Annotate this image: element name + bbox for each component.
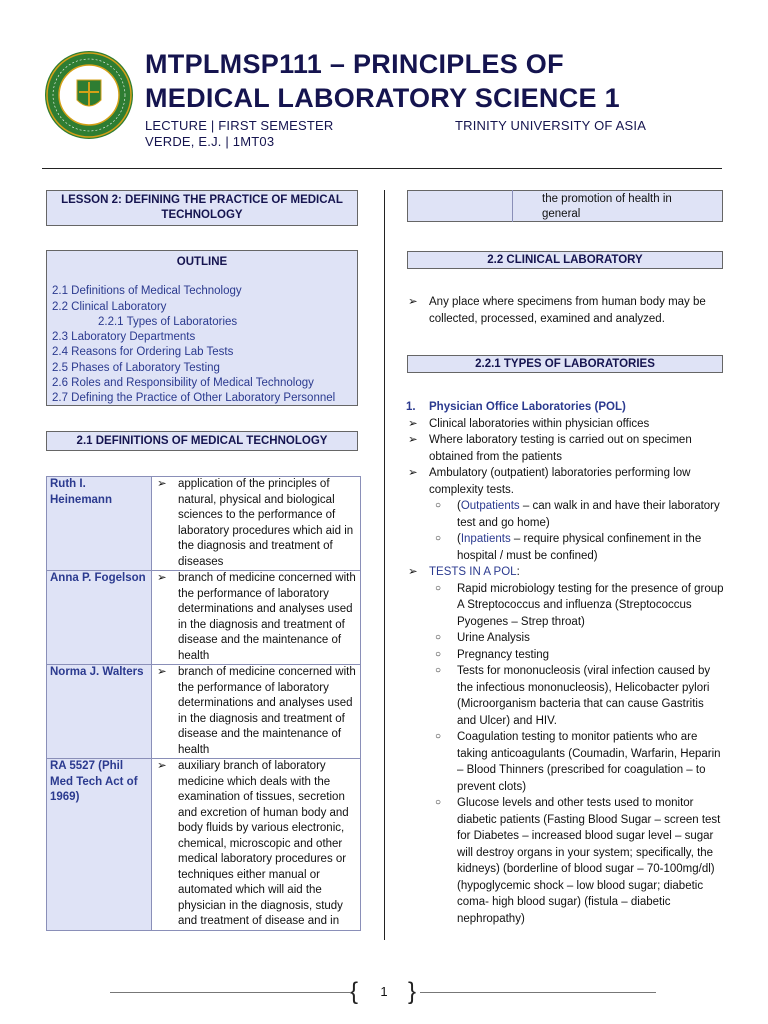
list-item: ➢ Ambulatory (outpatient) laboratories performing low complexity tests. [408, 467, 691, 496]
university-name: TRINITY UNIVERSITY OF ASIA [455, 118, 647, 133]
definition-text: ➢ auxiliary branch of laboratory medicine which deals with the examination of tissues, secretion and excretion of human body and body fluids by various electronic, chemical, microscopic and other medical laboratory procedures or techniques either manual or automated which will aid the physician in the diagnosis, study and treatment of disease and in [152, 759, 361, 931]
outline-item: 2.6 Roles and Responsibility of Medical Technology [52, 377, 314, 390]
footer-brace-right: } [408, 978, 417, 1005]
continued-table-row [407, 190, 723, 222]
outline-item: 2.2.1 Types of Laboratories [98, 315, 238, 328]
definition-author: RA 5527 (Phil Med Tech Act of 1969) [47, 759, 152, 931]
list-item: ○ Pregnancy testing [435, 648, 550, 661]
column-divider [384, 190, 385, 940]
course-title: MTPLMSP111 – PRINCIPLES OF MEDICAL LABORATORY SCIENCE 1 [145, 49, 620, 113]
outline-item: 2.3 Laboratory Departments [52, 331, 196, 344]
cell-divider [512, 190, 513, 222]
table-row [47, 759, 361, 931]
definition-text: ➢ branch of medicine concerned with the performance of laboratory determinations and analyses used in the diagnosis and treatment of disease and the maintenance of health [152, 571, 361, 665]
outline-item: 2.7 Defining the Practice of Other Laboratory Personnel [52, 392, 336, 405]
footer-brace-left: { [350, 978, 359, 1005]
list-item: ○ Rapid microbiology testing for the presence of group A Streptococcus and influenza (Streptococcus Pyogenes – Strep throat) [435, 582, 724, 628]
pol-title: 1. Physician Office Laboratories (POL) [406, 401, 626, 413]
list-item: ➢ Where laboratory testing is carried out on specimen obtained from the patients [408, 434, 692, 463]
table-row [47, 571, 361, 665]
clinical-lab-heading-box: 2.2 CLINICAL LABORATORY [407, 251, 723, 269]
definition-text: ➢ application of the principles of natural, physical and biological sciences to the performance of laboratory procedures which aid in the diagnosis and treatment of diseases [152, 477, 361, 571]
list-item: ○ Glucose levels and other tests used to monitor diabetic patients (Fasting Blood Sugar – screen test for Diabetes – increased blood sugar level – sugar will destroy organs in your system; specifically, the kidneys) (borderline of blood sugar – 70-100mg/dl) (hypoglycemic shock – low blood sugar; diabetic coma- high blood sugar) (fistula – diabetic nephropathy) [435, 797, 721, 925]
definitions-heading-box: 2.1 DEFINITIONS OF MEDICAL TECHNOLOGY [46, 431, 358, 451]
table-row [47, 477, 361, 571]
definition-author: Norma J. Walters [47, 665, 152, 759]
continued-definition-text: the promotion of health in general [542, 193, 672, 220]
definition-text: ➢ branch of medicine concerned with the performance of laboratory determinations and analyses used in the diagnosis and treatment of disease and the maintenance of health [152, 665, 361, 759]
list-item: ➢ Clinical laboratories within physician offices [408, 417, 650, 430]
header-rule [42, 168, 722, 169]
outline-item: 2.1 Definitions of Medical Technology [52, 285, 242, 298]
university-seal-logo [44, 50, 134, 140]
definition-author: Ruth I. Heinemann [47, 477, 152, 571]
list-item: ○ Coagulation testing to monitor patients who are taking anticoagulants (Coumadin, Warfarin, Heparin – Blood Thinners (prescribed for coagulation – to prevent clots) [435, 731, 721, 793]
footer-rule-left [110, 992, 350, 993]
tests-heading: ➢ TESTS IN A POL: [408, 566, 520, 578]
list-item: ○ (Inpatients – require physical confinement in the hospital / must be confined) [435, 533, 702, 562]
outline-item: 2.4 Reasons for Ordering Lab Tests [52, 346, 234, 359]
types-heading-box: 2.2.1 TYPES OF LABORATORIES [407, 355, 723, 373]
outline-item: 2.2 Clinical Laboratory [52, 300, 167, 313]
clinical-lab-definition: ➢ Any place where specimens from human body may be collected, processed, examined and analyzed. [408, 296, 706, 325]
outline-box [46, 250, 358, 406]
lesson-title-box: LESSON 2: DEFINING THE PRACTICE OF MEDICAL TECHNOLOGY [46, 190, 358, 226]
lecture-info: LECTURE | FIRST SEMESTER [145, 118, 334, 133]
outline-item: 2.5 Phases of Laboratory Testing [52, 361, 220, 374]
definition-author: Anna P. Fogelson [47, 571, 152, 665]
list-item: ○ Urine Analysis [435, 632, 530, 644]
definitions-table [46, 476, 361, 931]
table-row [47, 665, 361, 759]
list-item: ○ (Outpatients – can walk in and have their laboratory test and go home) [435, 500, 720, 529]
footer-rule-right [420, 992, 656, 993]
types-content [406, 399, 724, 927]
author-info: VERDE, E.J. | 1MT03 [145, 134, 275, 149]
page-number: 1 [380, 984, 388, 999]
outline-heading: OUTLINE [176, 256, 228, 268]
list-item: ○ Tests for mononucleosis (viral infection caused by the infectious mononucleosis), Helicobacter pylori (Microorganism bacteria that can cause Gastritis and Ulcer) and HIV. [435, 665, 711, 727]
